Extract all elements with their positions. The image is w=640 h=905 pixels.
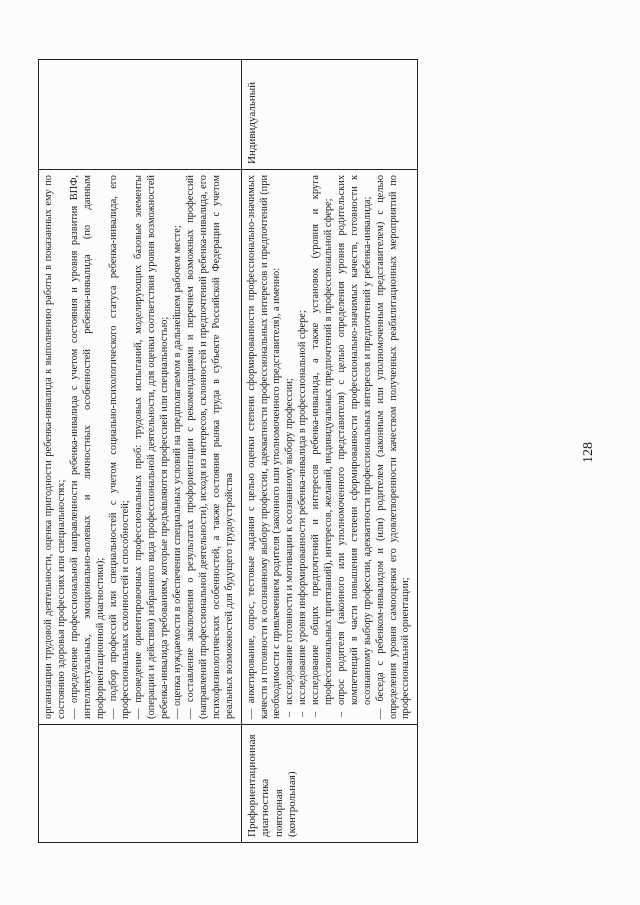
paragraph: — определение профессиональной направленности ребенка-инвалида с учетом состояния и уровня развития ВПФ, интеллектуальных, эмоционально-волевых и личностных особенностей ребенка-инвалида (по данным профориентационной диагностики); bbox=[68, 175, 106, 719]
paragraph: — составление заключения о результатах профориентации с рекомендациями и перечнем возможных профессий (направлений профессиональной деятельности), исходя из интересов, склонностей и предпочтений ребенка-инвалида, его психофизиологических особенностей, а также состояния рынка труда в субъекте Российской Федерации с учетом реальных возможностей для будущего трудоустройства bbox=[184, 175, 235, 719]
content-cell bbox=[39, 170, 242, 725]
table-row bbox=[39, 60, 242, 843]
list-item: – исследование уровня информированности ребенка-инвалида в профессиональной сфере; bbox=[297, 175, 310, 719]
paragraph: — оценка нуждаемости в обеспечении специальных условий на предполагаемом в дальнейшем рабочем месте; bbox=[172, 225, 184, 719]
content-text bbox=[43, 175, 237, 719]
paragraph: — проведение ориентировочных профессиональных проб: трудовых испытаний, моделирующих базовые элементы (операции и действия) избранного вида профессиональной деятельности, для оценки соответствия уровня возможностей ребенка-инвалида требованиям, которые предъявляются профессией или специальностью; bbox=[133, 175, 171, 719]
table-row bbox=[241, 60, 418, 843]
paragraph: — анкетирование, опрос, тестовые задания с целью оценки степени сформированности профессионально-значимых качеств и готовности к осознанному выбору профессии, адекватности профессиональных интересов и предпочтений (при необходимости с привлечением родителя (законного или уполномоченного представителя), а именно: bbox=[245, 175, 283, 719]
paragraph: — подбор профессий или специальностей с учетом социально-психологического статуса ребенка-инвалида, его профессиональных склонностей и способностей; bbox=[107, 175, 132, 719]
paragraph: организации трудовой деятельности, оценка пригодности ребенка-инвалида к выполнению работы в показанных ему по состоянию здоровья профессиях или специальностях; bbox=[43, 175, 67, 719]
list-item: – исследование готовности и мотивации к осознанному выбору профессии; bbox=[284, 175, 297, 719]
type-cell: Индивидуальный bbox=[241, 60, 418, 170]
list-item: – исследование общих предпочтений и интересов ребенка-инвалида, а также установок (уровня и круга профессиональных притязаний), интересов, желаний, индивидуальных предпочтений в профессиональной сфере; bbox=[310, 175, 336, 719]
stage-cell: Профориентационная диагностика повторная (контрольная) bbox=[241, 725, 418, 843]
content-text bbox=[246, 175, 414, 719]
list-item: – опрос родителя (законного или уполномоченного представителя) с целью определения уровня родительских компетенций в части повышения степени сформированности профессионально-значимых качеств, готовности к осознанному выбору профессии, адекватности профессиональных интересов и предпочтений у ребенка-инвалида; bbox=[336, 175, 375, 719]
bullet-list bbox=[284, 175, 374, 719]
content-cell bbox=[241, 170, 418, 725]
paragraph: — беседа с ребенком-инвалидом и (или) родителем (законным или уполномоченным представителем) с целью определения уровня самооценки его удовлетворенности качеством полученных реабилитационных мероприятий по профессиональной ориентации; bbox=[374, 175, 412, 719]
page-number: 128 bbox=[581, 442, 596, 463]
type-cell bbox=[39, 60, 242, 170]
services-table bbox=[38, 59, 418, 843]
stage-cell bbox=[39, 725, 242, 843]
